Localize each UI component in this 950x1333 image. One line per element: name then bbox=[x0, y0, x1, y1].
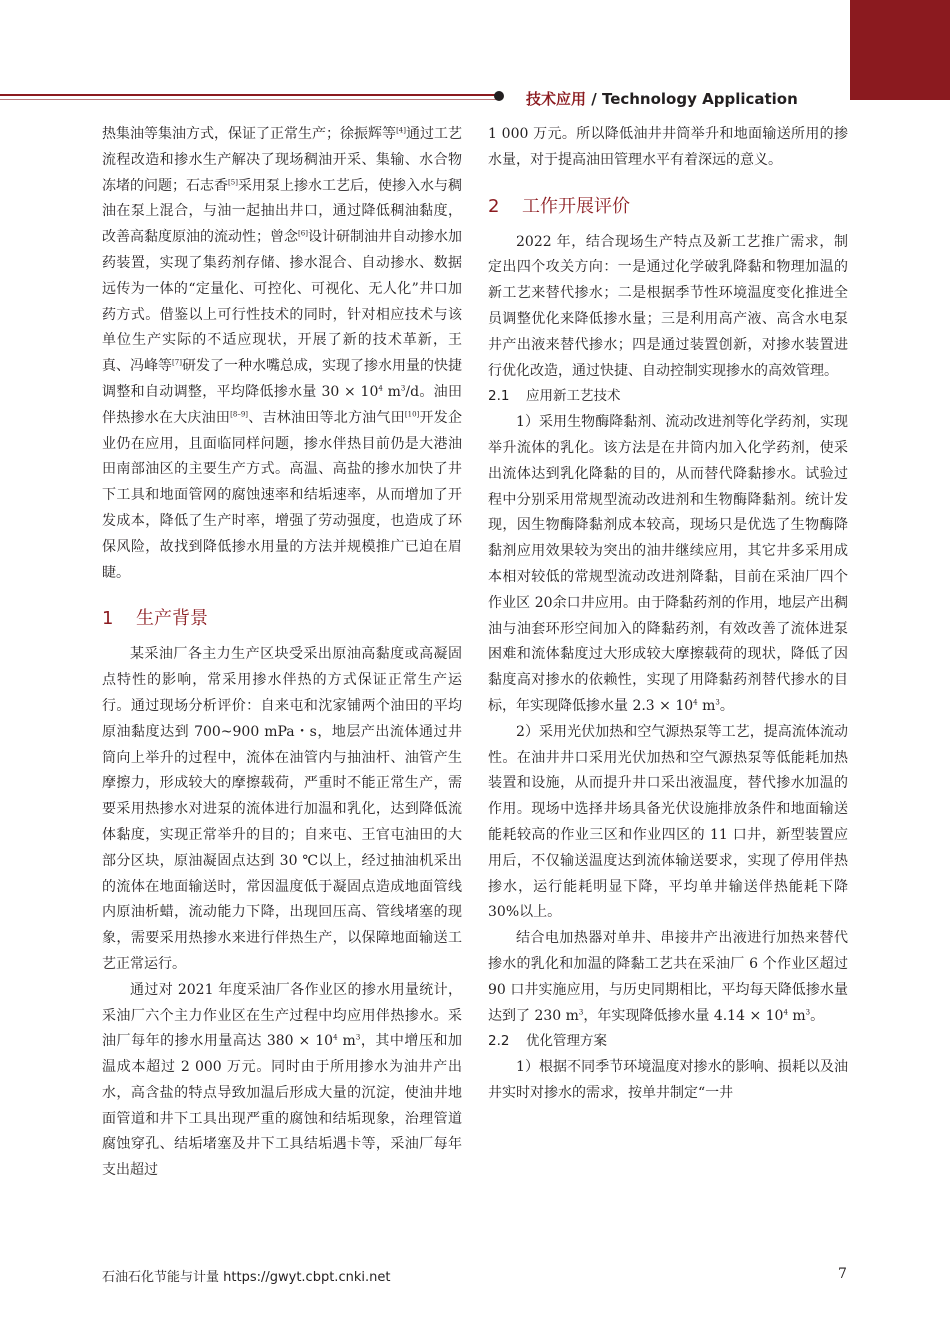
paragraph: 热集油等集油方式，保证了正常生产；徐振辉等[4]通过工艺流程改造和掺水生产解决了现场稠油开采、集输、水合物冻堵的问题；石志香[5]采用泵上掺水工艺后，使掺入水与稠油在泵上混合，与油一起抽出井口，通过降低稠油黏度，改善高黏度原油的流动性；曾念[6]设计研制油井自动掺水加药装置，实现了集药剂存储、掺水混合、自动掺水、数据远传为一体的“定量化、可控化、可视化、无人化”井口加药方式。借鉴以上可行性技术的同时，针对相应技术与该单位生产实际的不适应现状，开展了新的技术革新，王真、冯峰等[7]研发了一种水嘴总成，实现了掺水用量的快捷调整和自动调整，平均降低掺水量 $30 \times 10^4$ $m^3/d$。油田伴热掺水在大庆油田[8–9]、吉林油田等北方油气田[10]开发企业仍在应用，且面临同样问题，掺水伴热目前仍是大港油田南部油区的主要生产方式。高温、高盐的掺水加快了井下工具和地面管网的腐蚀速率和结垢速率，从而增加了开发成本，降低了生产时率，增强了劳动强度，也造成了环保风险，故找到降低掺水用量的方法并规模推广已迫在眉睫。 bbox=[102, 126, 463, 581]
paragraph: 通过对 2021 年度采油厂各作业区的掺水用量统计，采油厂六个主力作业区在生产过程中均应用伴热掺水。采油厂每年的掺水用量高达 $380 \times 10^4$ $m^3$，其中增压和加温成本超过 2 000 万元。同时由于所用掺水为油井产出水，高含盐的特点导致加温后形成大量的沉淀，使油井地面管道和井下工具出现严重的腐蚀和结垢现象，治理管道腐蚀穿孔、结垢堵塞及井下工具结垢遇卡等，采油厂每年支出超过 bbox=[102, 981, 463, 1179]
header-separator: / bbox=[586, 90, 602, 108]
subsection-heading: 2.1 应用新工艺技术 bbox=[488, 388, 621, 405]
header-rule bbox=[0, 94, 500, 96]
citation: [6] bbox=[298, 229, 308, 238]
right-column bbox=[488, 122, 848, 1107]
paragraph: 1）根据不同季节环境温度对掺水的影响、损耗以及油井实时对掺水的需求，按单井制定“一井 bbox=[488, 1059, 848, 1101]
journal-name: 石油石化节能与计量 bbox=[102, 1270, 220, 1285]
journal-url[interactable]: https://gwyt.cbpt.cnki.net bbox=[223, 1270, 391, 1285]
paragraph: 2）采用光伏加热和空气源热泵等工艺，提高流体流动性。在油井井口采用光伏加热和空气源热泵等低能耗加热装置和设施，从而提升井口采出液温度，替代掺水加温的作用。现场中选择井场具备光伏设施排放条件和地面输送能耗较高的作业三区和作业四区的 11 口井，新型装置应用后，不仅输送温度达到流体输送要求，实现了停用伴热掺水，运行能耗明显下降，平均单井输送伴热能耗下降 30%以上。 bbox=[488, 723, 848, 921]
paragraph: 2022 年，结合现场生产特点及新工艺推广需求，制定出四个攻关方向：一是通过化学破乳降黏和物理加温的新工艺来替代掺水；二是根据季节性环境温度变化推进全员调整优化来降低掺水量；三是利用高产液、高含水电泵井产出液来替代掺水；四是通过装置创新，对掺水装置进行优化改造，通过快捷、自动控制实现掺水的高效管理。 bbox=[488, 233, 848, 379]
header-corner-block bbox=[850, 0, 950, 100]
subsection-heading: 2.2 优化管理方案 bbox=[488, 1033, 607, 1050]
paragraph: 结合电加热器对单井、串接井产出液进行加热来替代掺水的乳化和加温的降黏工艺共在采油厂 6 个作业区超过 90 口井实施应用，与历史同期相比，平均每天降低掺水量达到了 230 $m^3$，年实现降低掺水量 $4.14 \times 10^4$ $m^3$。 bbox=[488, 930, 848, 1024]
journal-footer bbox=[102, 1266, 390, 1285]
page-number: 7 bbox=[838, 1266, 847, 1282]
paragraph: 某采油厂各主力生产区块受采出原油高黏度或高凝固点特性的影响，常采用掺水伴热的方式保证正常生产运行。通过现场分析评价：自来屯和沈家铺两个油田的平均原油黏度达到 700~900 mPa・s，地层产出流体通过井筒向上举升的过程中，流体在油管内与抽油杆、油管产生摩擦力，形成较大的摩擦载荷，严重时不能正常生产，需要采用热掺水对进泵的流体进行加温和乳化，达到降低流体黏度，实现正常举升的目的；自来屯、王官屯油田的大部分区块，原油凝固点达到 30 ℃以上，经过抽油机采出的流体在地面输送时，常因温度低于凝固点造成地面管线内原油析蜡，流动能力下降，出现回压高、管线堵塞的现象，需要采用热掺水来进行伴热生产，以保障地面输送工艺正常运行。 bbox=[102, 646, 462, 972]
header-rule-dot bbox=[494, 91, 504, 101]
paragraph: 1）采用生物酶降黏剂、流动改进剂等化学药剂，实现举升流体的乳化。该方法是在井筒内加入化学药剂，使采出流体达到乳化降黏的目的，从而替代降黏掺水。试验过程中分别采用常规型流动改进剂和生物酶降黏剂。统计发现，因生物酶降黏剂成本较高，现场只是优选了生物酶降黏剂应用效果较为突出的油井继续应用，其它井多采用成本相对较低的常规型流动改进剂降黏，目前在采油厂四个作业区 20余口井应用。由于降黏药剂的作用，地层产出稠油与油套环形空间加入的降黏药剂，有效改善了流体进泵困难和流体黏度过大形成较大摩擦载荷的现状，降低了因黏度高对掺水的依赖性，实现了用降黏药剂替代掺水的目标，年实现降低掺水量 $2.3 \times 10^4$ $m^3$。 bbox=[488, 414, 848, 714]
citation: [10] bbox=[404, 410, 420, 419]
section-heading: 2 工作开展评价 bbox=[488, 195, 630, 217]
left-column bbox=[102, 122, 462, 1184]
citation: [5] bbox=[228, 177, 238, 186]
citation: [7] bbox=[172, 358, 182, 367]
section-heading: 1 生产背景 bbox=[102, 608, 208, 630]
paragraph: 1 000 万元。所以降低油井井筒举升和地面输送所用的掺水量，对于提高油田管理水平有着深远的意义。 bbox=[488, 126, 848, 168]
header-rule-thin bbox=[0, 99, 500, 100]
citation: [4] bbox=[396, 126, 406, 135]
section-label-cn: 技术应用 bbox=[526, 90, 587, 108]
citation: [8–9] bbox=[230, 410, 249, 419]
section-label-en: Technology Application bbox=[601, 90, 798, 108]
running-header bbox=[526, 88, 798, 109]
